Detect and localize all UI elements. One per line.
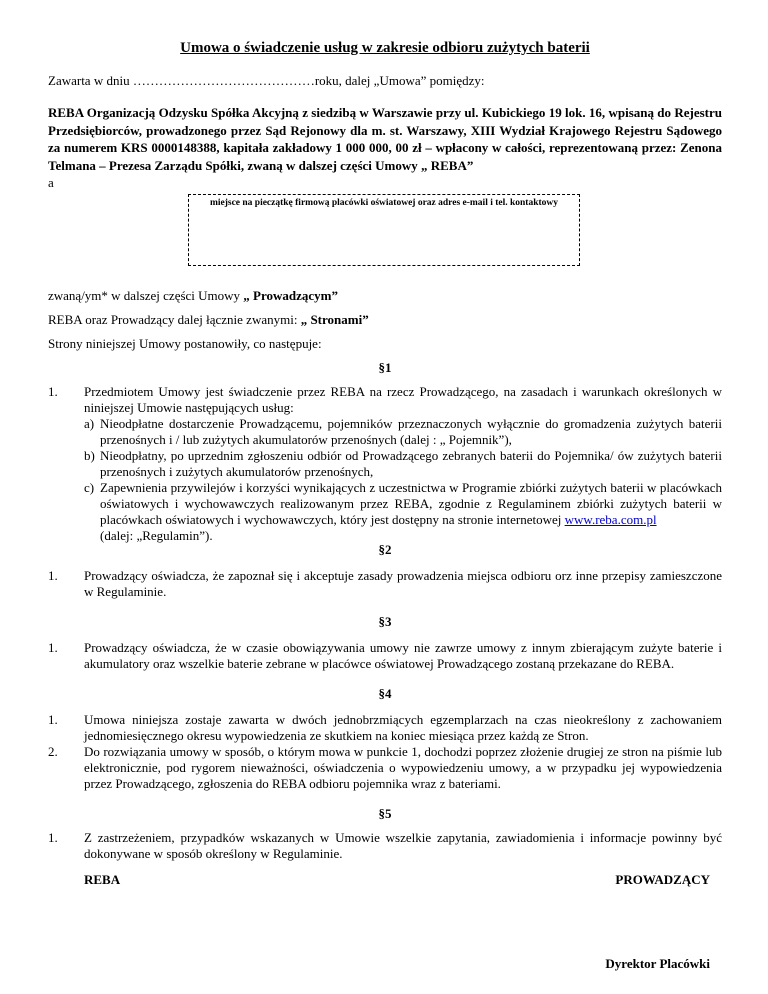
item-number: 1.: [48, 640, 58, 655]
section-1-heading: §1: [378, 360, 392, 375]
subitem-b-text: Nieodpłatny, po uprzednim zgłoszeniu odbiór od Prowadzącego zebranych baterii do Pojemnika/ ów zużytych baterii przenośnych i zużytych akumulatorów przenośnych,: [100, 448, 722, 479]
called-prefix: zwaną/ym* w dalszej części Umowy: [48, 288, 244, 303]
document-title: Umowa o świadczenie usług w zakresie odbioru zużytych baterii: [180, 40, 590, 56]
signature-prowadzacy: PROWADZĄCY: [615, 872, 710, 887]
section-4-text-2: Do rozwiązania umowy w sposób, o którym mowa w punkcie 1, dochodzi poprzez złożenie drugiej ze stron na piśmie lub elektronicznie, pod rygorem nieważności, oświadczenia o wypowiedzeniu umowy, a w przypadku jej wypowiedzenia przez Prowadzącego, zgłoszenia do REBA odbioru pojemnika wraz z bateriami.: [84, 744, 722, 791]
item-number: 1.: [48, 384, 58, 399]
item-number: 1.: [48, 830, 58, 845]
section-2-text: Prowadzący oświadcza, że zapoznał się i akceptuje zasady prowadzenia miejsca odbioru orz inne przepisy zamieszczone w Regulaminie.: [84, 568, 722, 599]
section-1-text: Przedmiotem Umowy jest świadczenie przez REBA na rzecz Prowadzącego, na zasadach i warunkach określonych w niniejszej Umowie następujących usług:: [84, 384, 722, 415]
subitem-c-tail: (dalej: „Regulamin”).: [100, 528, 213, 543]
stamp-placeholder-box: [188, 194, 580, 266]
item-number: 1.: [48, 568, 58, 583]
subitem-a-text: Nieodpłatne dostarczenie Prowadzącemu, pojemników przeznaczonych wyłącznie do gromadzenia zużytych baterii przenośnych i / lub zużytych akumulatorów przenośnych (dalej : „ Pojemnik”),: [100, 416, 722, 447]
subitem-c: [84, 480, 722, 544]
parties-prefix: REBA oraz Prowadzący dalej łącznie zwanymi:: [48, 312, 301, 327]
parties-line: [48, 312, 722, 328]
called-line: [48, 288, 722, 304]
section-3-text: Prowadzący oświadcza, że w czasie obowiązywania umowy nie zawrze umowy z innym zbierającym zużyte baterie i akumulatory oraz wszelkie baterie zebrane w placówce oświatowej Prowadzącego zostaną przekazane do REBA.: [84, 640, 722, 671]
subitem-c-text: Zapewnienia przywilejów i korzyści wynikających z uczestnictwa w Programie zbiórki zużytych baterii w placówkach oświatowych i wychowawczych realizowanym przez REBA, zgodnie z Regulaminem zbiórki zużytych baterii w placówkach oświatowych i wychowawczych, który jest dostępny na stronie internetowej: [100, 480, 722, 527]
section-2-heading: §2: [378, 542, 392, 557]
agreed-line: Strony niniejszej Umowy postanowiły, co następuje:: [48, 336, 322, 351]
subitem-b: [84, 448, 722, 480]
party-reba: REBA Organizacją Odzysku Spółka Akcyjną z siedzibą w Warszawie przy ul. Kubickiego 19 lok. 16, wpisaną do Rejestru Przedsiębiorców, prowadzonego przez Sąd Rejonowy dla m. st. Warszawy, XIII Wydział Krajowego Rejestru Sądowego za numerem KRS 0000148388, kapitała zakładowy 1 000 000, 00 zł – wpłacony w całości, reprezentowaną przez: Zenona Telmana – Prezesa Zarządu Spółki, zwaną w dalszej części Umowy „ REBA”: [48, 105, 722, 173]
subitem-letter: a): [84, 416, 95, 431]
item-number: 2.: [48, 744, 58, 759]
signature-director: Dyrektor Placówki: [605, 956, 710, 971]
subitem-letter: b): [84, 448, 95, 463]
item-body: [84, 384, 722, 544]
intro-line: Zawarta w dniu ……………………………………roku, dalej „Umowa” pomiędzy:: [48, 73, 485, 88]
section-5-heading: §5: [378, 806, 392, 821]
subitem-letter: c): [84, 480, 95, 495]
item-number: 1.: [48, 712, 58, 727]
section-4-text-1: Umowa niniejsza zostaje zawarta w dwóch jednobrzmiących egzemplarzach na czas nieokreślony z zachowaniem jednomiesięcznego okresu wypowiedzenia ze skutkiem na koniec miesiąca przez każdą ze Stron.: [84, 712, 722, 743]
section-3-heading: §3: [378, 614, 392, 629]
section-5-text: Z zastrzeżeniem, przypadków wskazanych w Umowie wszelkie zapytania, zawiadomienia i informacje powinny być dokonywane w sposób określony w Regulaminie.: [84, 830, 722, 861]
subitem-a: [84, 416, 722, 448]
section-4-heading: §4: [378, 686, 392, 701]
called-term: „ Prowadzącym”: [243, 288, 339, 303]
reba-website-link[interactable]: www.reba.com.pl: [564, 512, 657, 527]
parties-term: „ Stronami”: [300, 312, 369, 327]
stamp-label: miejsce na pieczątkę firmową placówki oświatowej oraz adres e-mail i tel. kontaktowy: [209, 198, 559, 208]
conjunction: a: [48, 175, 54, 190]
signature-reba: REBA: [84, 872, 121, 887]
